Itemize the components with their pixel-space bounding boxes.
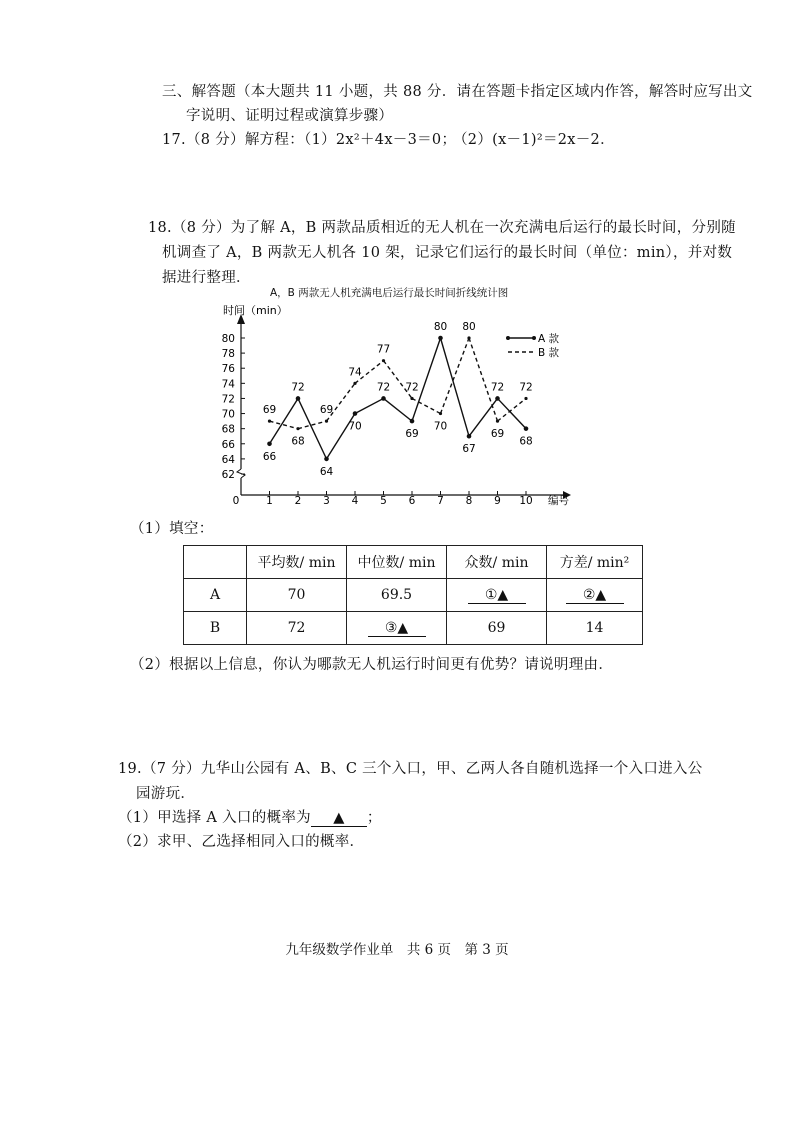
y-tick-label: 74 [221, 378, 235, 391]
legend-a-marker [506, 336, 510, 340]
series-b-point [325, 420, 328, 423]
series-b-point [382, 359, 385, 362]
series-a-data-label: 72 [291, 381, 305, 394]
q19-part2: （2）求甲、乙选择相同入口的概率． [118, 834, 365, 850]
x-tick-label: 10 [519, 495, 533, 507]
q19-part1-end: ； [366, 810, 382, 826]
series-a-data-label: 68 [519, 435, 533, 448]
y-axis-label: 时间（min） [223, 304, 288, 317]
series-a-segment [412, 338, 441, 421]
table-cell: 69.5 [347, 579, 447, 612]
series-a-point [524, 426, 529, 431]
y-tick-label: 66 [221, 438, 235, 451]
series-a-point [438, 336, 443, 341]
series-b-data-label: 77 [376, 343, 391, 356]
q17-line [162, 128, 456, 149]
table-cell [547, 579, 643, 612]
series-b-point [296, 427, 299, 430]
q17-part2: （2）(x－1)²＝2x－2． [453, 132, 615, 148]
series-a-data-label: 80 [433, 321, 448, 333]
table-cell [447, 579, 547, 612]
section3-heading-line2: 字说明、证明过程或演算步骤） [186, 108, 394, 124]
table-cell: 69 [447, 612, 547, 645]
section3-heading-line1: 三、解答题（本大题共 11 小题，共 88 分．请在答题卡指定区域内作答，解答时应写出文 [162, 84, 753, 100]
q19-line1: 19.（7 分）九华山公园有 A、B、C 三个入口，甲、乙两人各自随机选择一个入口进入公 [118, 761, 703, 777]
series-a-point [296, 396, 301, 401]
table-header-cell [184, 546, 247, 579]
series-b-point [268, 420, 271, 423]
table-cell: 72 [247, 612, 347, 645]
table-row [184, 612, 643, 645]
page-footer: 九年级数学作业单 共 6 页 第 3 页 [285, 942, 509, 958]
series-a-segment [355, 398, 384, 413]
series-b-segment [441, 338, 470, 414]
y-tick-label: 72 [221, 393, 235, 406]
x-axis-label: 编号 [548, 495, 569, 507]
series-b-data-label: 69 [490, 428, 505, 441]
series-a-data-label: 72 [376, 381, 391, 394]
series-b-data-label: 68 [291, 435, 305, 448]
q18-line3: 据进行整理． [162, 270, 251, 286]
series-a-data-label: 64 [319, 465, 334, 478]
series-b-point [496, 420, 499, 423]
series-a-data-label: 67 [462, 443, 476, 456]
table-cell: 14 [547, 612, 643, 645]
series-a-point [267, 441, 272, 446]
q19-line2: 园游玩． [136, 786, 196, 802]
y-tick-label: 78 [221, 348, 235, 361]
series-a-segment [498, 398, 527, 428]
series-a-point [410, 419, 415, 424]
q17-number: 17. [162, 132, 186, 148]
series-a-point [467, 434, 472, 439]
q18-part2: （2）根据以上信息，你认为哪款无人机运行时间更有优势？请说明理由． [130, 657, 614, 673]
q19-part1-text: （1）甲选择 A 入口的概率为 [118, 810, 311, 826]
x-tick-label: 4 [351, 495, 359, 507]
series-b-data-label: 69 [262, 404, 277, 417]
answer-blank-3[interactable]: ③▲ [368, 620, 426, 637]
series-a-data-label: 72 [490, 381, 505, 394]
table-header-row [184, 546, 643, 579]
series-b-data-label: 72 [405, 381, 419, 394]
table-row [184, 579, 643, 612]
series-b-point [410, 397, 413, 400]
legend-a-label: A 款 [538, 333, 560, 345]
y-tick-label: 70 [221, 408, 235, 421]
table-header-cell: 平均数/ min [247, 546, 347, 579]
series-b-point [439, 412, 442, 415]
x-tick-label: 1 [266, 495, 273, 507]
x-tick-label: 9 [494, 495, 501, 507]
series-b-data-label: 80 [462, 321, 476, 333]
legend-a-marker [532, 336, 536, 340]
chart-title: A，B 两款无人机充满电后运行最长时间折线统计图 [270, 287, 509, 299]
x-tick-label: 6 [408, 495, 416, 507]
series-a-segment [384, 398, 413, 421]
line-chart [215, 300, 595, 515]
x-tick-label: 2 [294, 495, 302, 507]
series-a-point [381, 396, 386, 401]
y-tick-label: 64 [221, 453, 235, 466]
legend-b-label: B 款 [538, 347, 560, 359]
x-tick-label: 8 [465, 495, 473, 507]
q18-line2: 机调查了 A，B 两款无人机各 10 架，记录它们运行的最长时间（单位：min），并对数 [162, 245, 733, 261]
x-tick-label: 5 [380, 495, 387, 507]
x-tick-label: 3 [323, 495, 330, 507]
table-header-cell: 中位数/ min [347, 546, 447, 579]
series-b-data-label: 69 [319, 404, 334, 417]
y-tick-label: 80 [221, 333, 235, 345]
y-tick-label: 68 [221, 423, 235, 436]
x-tick-label: 7 [437, 495, 444, 507]
series-a-data-label: 70 [348, 420, 362, 433]
q18-line1: 18.（8 分）为了解 A，B 两款品质相近的无人机在一次充满电后运行的最长时间，分别随 [148, 220, 736, 236]
x-tick-label: 0 [232, 495, 240, 507]
series-a-point [353, 411, 358, 416]
table-cell: B [184, 612, 247, 645]
table-cell [347, 612, 447, 645]
series-b-data-label: 72 [519, 381, 533, 394]
q17-score: （8 分） [185, 132, 245, 148]
series-b-point [353, 382, 356, 385]
q17-prompt: 解方程： [244, 132, 305, 148]
q17-part1: （1）2x²＋4x－3＝0； [304, 132, 457, 148]
series-b-data-label: 70 [433, 420, 448, 433]
table-header-cell: 众数/ min [447, 546, 547, 579]
q18-fill-label: （1）填空： [130, 521, 214, 537]
series-b-data-label: 74 [348, 366, 362, 379]
y-tick-label: 62 [221, 469, 235, 481]
series-a-data-label: 69 [405, 428, 419, 441]
series-b-point [467, 336, 470, 339]
q19-part1 [118, 806, 382, 827]
table-header-cell: 方差/ min² [547, 546, 643, 579]
series-b-segment [498, 398, 527, 421]
answer-blank-2[interactable]: ②▲ [566, 587, 624, 604]
series-a-point [324, 457, 329, 462]
series-b-segment [412, 398, 441, 413]
series-b-segment [469, 338, 498, 421]
statistics-table [183, 545, 643, 645]
answer-blank-1[interactable]: ①▲ [468, 587, 526, 604]
series-a-data-label: 66 [262, 450, 277, 463]
table-cell: A [184, 579, 247, 612]
table-cell: 70 [247, 579, 347, 612]
series-b-point [524, 397, 527, 400]
answer-blank-q19[interactable]: ▲ [311, 810, 367, 827]
y-tick-label: 76 [221, 363, 235, 376]
series-a-point [495, 396, 500, 401]
